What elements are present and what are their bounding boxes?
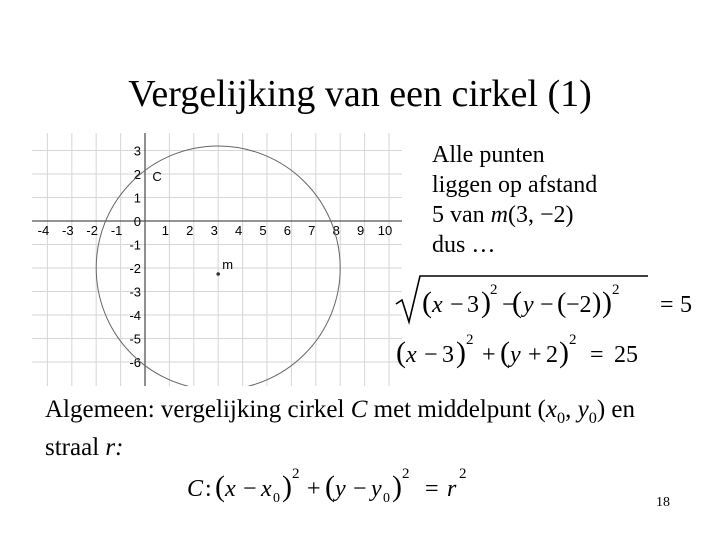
circle-graph <box>32 133 402 386</box>
svg-text:): ) <box>602 286 612 319</box>
svg-text:): ) <box>592 288 602 319</box>
svg-text:2: 2 <box>612 282 620 298</box>
y-tick-labels <box>129 144 141 371</box>
svg-text:): ) <box>392 470 402 503</box>
svg-text:−2: −2 <box>566 292 592 318</box>
general-circle-formula <box>185 462 505 512</box>
svg-text:3: 3 <box>442 342 454 368</box>
x-tick-label: 3 <box>210 223 218 238</box>
grid <box>32 133 402 386</box>
squared-equation <box>392 330 662 376</box>
x-tick-label: 1 <box>161 223 170 238</box>
center-label-m: m <box>222 257 234 272</box>
svg-text:(: ( <box>215 470 225 503</box>
y-tick-label: -4 <box>129 308 141 323</box>
page-number: 18 <box>656 495 670 510</box>
side-line-4: dus … <box>432 232 496 258</box>
slide-title: Vergelijking van een cirkel (1) <box>128 73 592 115</box>
x-tick-label: -1 <box>110 223 123 238</box>
circle-label-c: C <box>152 169 162 185</box>
svg-text:): ) <box>481 286 491 319</box>
svg-text:): ) <box>282 470 292 503</box>
svg-text:25: 25 <box>614 342 638 368</box>
y-tick-label: 0 <box>133 214 141 229</box>
svg-text:2: 2 <box>490 282 498 298</box>
svg-text:2: 2 <box>466 332 474 348</box>
y-tick-label: 1 <box>133 190 141 206</box>
side-line-2: liggen op afstand <box>432 172 598 198</box>
y-tick-label: 2 <box>133 167 141 182</box>
svg-text:0: 0 <box>383 491 390 506</box>
svg-text:2: 2 <box>569 332 577 348</box>
svg-text:r: r <box>447 476 457 502</box>
svg-text:x: x <box>261 476 272 502</box>
svg-text:2: 2 <box>402 466 410 482</box>
center-point-m <box>216 272 220 276</box>
svg-text:(: ( <box>325 470 335 503</box>
svg-text:): ) <box>559 336 569 369</box>
svg-text:−: − <box>540 292 554 318</box>
y-tick-label: -6 <box>129 355 141 370</box>
svg-text:(: ( <box>557 288 567 319</box>
general-line-2: straal r: <box>45 434 124 461</box>
svg-text:+: + <box>528 342 542 368</box>
svg-text::: : <box>205 476 212 502</box>
svg-text:y: y <box>523 292 534 318</box>
x-tick-labels <box>38 223 393 238</box>
svg-text:(: ( <box>396 336 406 369</box>
svg-text:+: + <box>307 476 321 502</box>
svg-text:+: + <box>482 342 496 368</box>
distance-equation <box>392 270 702 326</box>
svg-text:(: ( <box>500 336 510 369</box>
x-tick-label: 6 <box>283 223 292 238</box>
x-tick-label: -3 <box>62 223 74 238</box>
x-tick-label: -2 <box>86 223 98 238</box>
svg-text:=: = <box>590 342 604 368</box>
y-tick-label: 3 <box>133 143 141 159</box>
svg-text:−: − <box>502 292 516 318</box>
svg-text:(: ( <box>422 286 432 319</box>
svg-text:2: 2 <box>292 466 300 482</box>
general-line-1: Algemeen: vergelijking cirkel C met middelpunt ($x_0$, $y_0$) en <box>45 396 635 427</box>
general-statement <box>45 395 635 463</box>
y-tick-label: -2 <box>129 261 141 276</box>
svg-text:x: x <box>225 476 236 502</box>
svg-text:y: y <box>371 476 382 502</box>
svg-text:0: 0 <box>273 491 280 506</box>
side-text <box>432 140 597 260</box>
svg-text:2: 2 <box>546 342 558 368</box>
svg-text:2: 2 <box>459 466 467 482</box>
x-tick-label: -4 <box>37 223 50 238</box>
x-tick-label: 8 <box>332 223 340 238</box>
svg-text:=: = <box>425 476 439 502</box>
svg-text:−: − <box>243 476 257 502</box>
svg-text:−: − <box>353 476 367 502</box>
svg-text:5: 5 <box>680 292 692 318</box>
x-tick-label: 2 <box>186 223 194 238</box>
side-line-3: 5 van m(3, −2) <box>432 202 574 228</box>
svg-text:(: ( <box>512 286 522 319</box>
svg-text:C: C <box>187 476 204 502</box>
svg-text:=: = <box>660 292 674 318</box>
svg-text:−: − <box>424 342 438 368</box>
svg-text:y: y <box>510 342 521 368</box>
x-tick-label: 4 <box>234 223 243 238</box>
y-tick-label: -3 <box>129 284 141 300</box>
svg-text:−: − <box>450 292 464 318</box>
svg-text:3: 3 <box>467 292 479 318</box>
svg-text:x: x <box>406 342 417 368</box>
svg-text:y: y <box>335 476 346 502</box>
svg-text:x: x <box>432 292 443 318</box>
x-tick-label: 7 <box>308 223 316 238</box>
x-tick-label: 9 <box>356 223 365 238</box>
y-tick-label: -5 <box>129 331 141 347</box>
side-line-1: Alle punten <box>432 142 545 168</box>
y-tick-label: -1 <box>129 237 141 253</box>
x-tick-label: 10 <box>377 223 393 238</box>
x-tick-label: 5 <box>259 223 267 238</box>
svg-text:): ) <box>456 336 466 369</box>
